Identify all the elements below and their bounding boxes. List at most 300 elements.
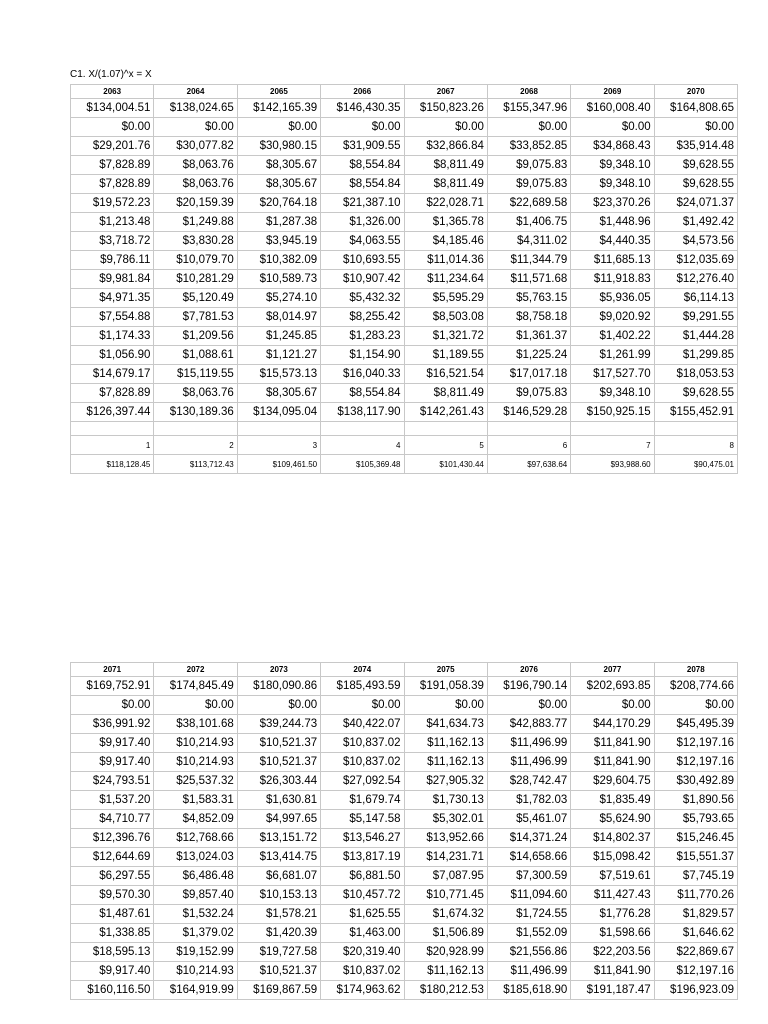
cell[interactable]: $15,119.55 — [154, 365, 237, 384]
cell[interactable]: $42,883.77 — [487, 715, 570, 734]
cell[interactable]: $0.00 — [237, 696, 320, 715]
cell[interactable]: $14,371.24 — [487, 829, 570, 848]
cell[interactable]: $1,406.75 — [487, 213, 570, 232]
cell[interactable]: $9,348.10 — [571, 175, 654, 194]
cell[interactable]: $7,745.19 — [654, 867, 737, 886]
cell[interactable]: $20,764.18 — [237, 194, 320, 213]
cell[interactable]: $1,056.90 — [71, 346, 154, 365]
cell[interactable]: $8,554.84 — [321, 156, 404, 175]
cell[interactable]: $8,063.76 — [154, 384, 237, 403]
cell[interactable]: $6,881.50 — [321, 867, 404, 886]
cell[interactable]: $4,311.02 — [487, 232, 570, 251]
cell[interactable]: $0.00 — [404, 118, 487, 137]
cell[interactable]: $10,907.42 — [321, 270, 404, 289]
cell[interactable]: $17,527.70 — [571, 365, 654, 384]
cell[interactable]: $208,774.66 — [654, 677, 737, 696]
cell[interactable]: $9,291.55 — [654, 308, 737, 327]
cell[interactable]: $1,261.99 — [571, 346, 654, 365]
cell[interactable]: $4,440.35 — [571, 232, 654, 251]
cell[interactable]: $20,928.99 — [404, 943, 487, 962]
cell[interactable]: $1,674.32 — [404, 905, 487, 924]
cell[interactable]: $1,583.31 — [154, 791, 237, 810]
cell[interactable]: $15,246.45 — [654, 829, 737, 848]
cell[interactable]: $4,997.65 — [237, 810, 320, 829]
cell[interactable]: $30,492.89 — [654, 772, 737, 791]
cell[interactable]: $3,945.19 — [237, 232, 320, 251]
cell[interactable]: $11,496.99 — [487, 734, 570, 753]
cell[interactable]: $14,802.37 — [571, 829, 654, 848]
cell[interactable]: $0.00 — [487, 118, 570, 137]
cell[interactable]: $5,461.07 — [487, 810, 570, 829]
cell[interactable]: $1,890.56 — [654, 791, 737, 810]
cell[interactable]: $134,095.04 — [237, 403, 320, 422]
cell[interactable]: $13,817.19 — [321, 848, 404, 867]
cell[interactable]: $44,170.29 — [571, 715, 654, 734]
cell[interactable]: $0.00 — [404, 696, 487, 715]
cell[interactable]: $10,214.93 — [154, 734, 237, 753]
empty-cell[interactable] — [321, 422, 404, 436]
year-header[interactable]: 2077 — [571, 663, 654, 677]
cell[interactable]: $5,302.01 — [404, 810, 487, 829]
cell[interactable]: $13,546.27 — [321, 829, 404, 848]
cell[interactable]: $11,841.90 — [571, 962, 654, 981]
cell[interactable]: $174,845.49 — [154, 677, 237, 696]
discounted-value-cell[interactable]: $109,461.50 — [237, 455, 320, 474]
cell[interactable]: $1,835.49 — [571, 791, 654, 810]
cell[interactable]: $180,090.86 — [237, 677, 320, 696]
cell[interactable]: $11,234.64 — [404, 270, 487, 289]
year-header[interactable]: 2070 — [654, 85, 737, 99]
cell[interactable]: $4,852.09 — [154, 810, 237, 829]
discounted-value-cell[interactable]: $118,128.45 — [71, 455, 154, 474]
cell[interactable]: $8,255.42 — [321, 308, 404, 327]
cell[interactable]: $142,261.43 — [404, 403, 487, 422]
cell[interactable]: $1,154.90 — [321, 346, 404, 365]
period-index-cell[interactable]: 7 — [571, 436, 654, 455]
cell[interactable]: $35,914.48 — [654, 137, 737, 156]
cell[interactable]: $8,063.76 — [154, 175, 237, 194]
cell[interactable]: $0.00 — [487, 696, 570, 715]
cell[interactable]: $1,121.27 — [237, 346, 320, 365]
cell[interactable]: $8,811.49 — [404, 175, 487, 194]
cell[interactable]: $10,521.37 — [237, 753, 320, 772]
cell[interactable]: $1,209.56 — [154, 327, 237, 346]
cell[interactable]: $11,427.43 — [571, 886, 654, 905]
cell[interactable]: $10,521.37 — [237, 734, 320, 753]
cell[interactable]: $9,570.30 — [71, 886, 154, 905]
cell[interactable]: $19,727.58 — [237, 943, 320, 962]
cell[interactable]: $1,444.28 — [654, 327, 737, 346]
cell[interactable]: $146,430.35 — [321, 99, 404, 118]
cell[interactable]: $9,917.40 — [71, 734, 154, 753]
cell[interactable]: $27,905.32 — [404, 772, 487, 791]
period-index-cell[interactable]: 1 — [71, 436, 154, 455]
cell[interactable]: $20,159.39 — [154, 194, 237, 213]
cell[interactable]: $8,758.18 — [487, 308, 570, 327]
cell[interactable]: $23,370.26 — [571, 194, 654, 213]
cell[interactable]: $10,457.72 — [321, 886, 404, 905]
cell[interactable]: $28,742.47 — [487, 772, 570, 791]
cell[interactable]: $5,793.65 — [654, 810, 737, 829]
cell[interactable]: $11,841.90 — [571, 734, 654, 753]
cell[interactable]: $185,618.90 — [487, 981, 570, 1000]
cell[interactable]: $13,024.03 — [154, 848, 237, 867]
cell[interactable]: $15,098.42 — [571, 848, 654, 867]
cell[interactable]: $6,114.13 — [654, 289, 737, 308]
empty-cell[interactable] — [154, 422, 237, 436]
cell[interactable]: $0.00 — [571, 118, 654, 137]
discounted-value-cell[interactable]: $113,712.43 — [154, 455, 237, 474]
cell[interactable]: $1,189.55 — [404, 346, 487, 365]
cell[interactable]: $155,452.91 — [654, 403, 737, 422]
cell[interactable]: $1,338.85 — [71, 924, 154, 943]
cell[interactable]: $11,496.99 — [487, 962, 570, 981]
cell[interactable]: $33,852.85 — [487, 137, 570, 156]
cell[interactable]: $11,014.36 — [404, 251, 487, 270]
cell[interactable]: $0.00 — [71, 118, 154, 137]
cell[interactable]: $11,344.79 — [487, 251, 570, 270]
cell[interactable]: $160,116.50 — [71, 981, 154, 1000]
year-header[interactable]: 2068 — [487, 85, 570, 99]
cell[interactable]: $10,693.55 — [321, 251, 404, 270]
cell[interactable]: $1,625.55 — [321, 905, 404, 924]
cell[interactable]: $134,004.51 — [71, 99, 154, 118]
cell[interactable]: $45,495.39 — [654, 715, 737, 734]
cell[interactable]: $7,781.53 — [154, 308, 237, 327]
cell[interactable]: $174,963.62 — [321, 981, 404, 1000]
cell[interactable]: $196,790.14 — [487, 677, 570, 696]
cell[interactable]: $14,658.66 — [487, 848, 570, 867]
cell[interactable]: $1,245.85 — [237, 327, 320, 346]
cell[interactable]: $0.00 — [571, 696, 654, 715]
cell[interactable]: $1,365.78 — [404, 213, 487, 232]
cell[interactable]: $0.00 — [154, 696, 237, 715]
cell[interactable]: $0.00 — [237, 118, 320, 137]
cell[interactable]: $7,828.89 — [71, 384, 154, 403]
period-index-cell[interactable]: 4 — [321, 436, 404, 455]
cell[interactable]: $9,348.10 — [571, 156, 654, 175]
cell[interactable]: $5,120.49 — [154, 289, 237, 308]
cell[interactable]: $126,397.44 — [71, 403, 154, 422]
cell[interactable]: $10,281.29 — [154, 270, 237, 289]
cell[interactable]: $191,187.47 — [571, 981, 654, 1000]
cell[interactable]: $5,936.05 — [571, 289, 654, 308]
cell[interactable]: $1,782.03 — [487, 791, 570, 810]
cell[interactable]: $22,028.71 — [404, 194, 487, 213]
cell[interactable]: $1,321.72 — [404, 327, 487, 346]
cell[interactable]: $10,153.13 — [237, 886, 320, 905]
cell[interactable]: $12,197.16 — [654, 734, 737, 753]
cell[interactable]: $9,020.92 — [571, 308, 654, 327]
cell[interactable]: $5,595.29 — [404, 289, 487, 308]
discounted-value-cell[interactable]: $90,475.01 — [654, 455, 737, 474]
cell[interactable]: $11,162.13 — [404, 734, 487, 753]
cell[interactable]: $21,387.10 — [321, 194, 404, 213]
cell[interactable]: $138,024.65 — [154, 99, 237, 118]
cell[interactable]: $1,420.39 — [237, 924, 320, 943]
cell[interactable]: $12,197.16 — [654, 962, 737, 981]
year-header[interactable]: 2078 — [654, 663, 737, 677]
cell[interactable]: $0.00 — [71, 696, 154, 715]
cell[interactable]: $14,231.71 — [404, 848, 487, 867]
cell[interactable]: $185,493.59 — [321, 677, 404, 696]
cell[interactable]: $19,152.99 — [154, 943, 237, 962]
cell[interactable]: $1,552.09 — [487, 924, 570, 943]
cell[interactable]: $142,165.39 — [237, 99, 320, 118]
cell[interactable]: $8,305.67 — [237, 156, 320, 175]
cell[interactable]: $8,063.76 — [154, 156, 237, 175]
cell[interactable]: $5,147.58 — [321, 810, 404, 829]
cell[interactable]: $13,952.66 — [404, 829, 487, 848]
period-index-cell[interactable]: 3 — [237, 436, 320, 455]
year-header[interactable]: 2063 — [71, 85, 154, 99]
cell[interactable]: $38,101.68 — [154, 715, 237, 734]
cell[interactable]: $10,214.93 — [154, 753, 237, 772]
period-index-cell[interactable]: 5 — [404, 436, 487, 455]
period-index-cell[interactable]: 8 — [654, 436, 737, 455]
cell[interactable]: $24,071.37 — [654, 194, 737, 213]
year-header[interactable]: 2076 — [487, 663, 570, 677]
cell[interactable]: $11,918.83 — [571, 270, 654, 289]
cell[interactable]: $10,521.37 — [237, 962, 320, 981]
cell[interactable]: $1,448.96 — [571, 213, 654, 232]
cell[interactable]: $12,197.16 — [654, 753, 737, 772]
empty-cell[interactable] — [571, 422, 654, 436]
year-header[interactable]: 2064 — [154, 85, 237, 99]
period-index-cell[interactable]: 2 — [154, 436, 237, 455]
cell[interactable]: $10,837.02 — [321, 753, 404, 772]
cell[interactable]: $41,634.73 — [404, 715, 487, 734]
year-header[interactable]: 2066 — [321, 85, 404, 99]
cell[interactable]: $9,075.83 — [487, 156, 570, 175]
cell[interactable]: $10,382.09 — [237, 251, 320, 270]
cell[interactable]: $1,463.00 — [321, 924, 404, 943]
cell[interactable]: $11,094.60 — [487, 886, 570, 905]
cell[interactable]: $6,681.07 — [237, 867, 320, 886]
cell[interactable]: $0.00 — [154, 118, 237, 137]
cell[interactable]: $29,604.75 — [571, 772, 654, 791]
cell[interactable]: $9,786.11 — [71, 251, 154, 270]
cell[interactable]: $3,718.72 — [71, 232, 154, 251]
cell[interactable]: $14,679.17 — [71, 365, 154, 384]
cell[interactable]: $1,730.13 — [404, 791, 487, 810]
cell[interactable]: $150,823.26 — [404, 99, 487, 118]
cell[interactable]: $12,768.66 — [154, 829, 237, 848]
cell[interactable]: $11,496.99 — [487, 753, 570, 772]
cell[interactable]: $10,079.70 — [154, 251, 237, 270]
cell[interactable]: $26,303.44 — [237, 772, 320, 791]
cell[interactable]: $21,556.86 — [487, 943, 570, 962]
cell[interactable]: $17,017.18 — [487, 365, 570, 384]
cell[interactable]: $1,287.38 — [237, 213, 320, 232]
cell[interactable]: $0.00 — [321, 118, 404, 137]
cell[interactable]: $25,537.32 — [154, 772, 237, 791]
cell[interactable]: $7,087.95 — [404, 867, 487, 886]
year-header[interactable]: 2072 — [154, 663, 237, 677]
cell[interactable]: $169,752.91 — [71, 677, 154, 696]
year-header[interactable]: 2074 — [321, 663, 404, 677]
cell[interactable]: $164,808.65 — [654, 99, 737, 118]
cell[interactable]: $0.00 — [654, 696, 737, 715]
cell[interactable]: $18,053.53 — [654, 365, 737, 384]
cell[interactable]: $36,991.92 — [71, 715, 154, 734]
cell[interactable]: $11,571.68 — [487, 270, 570, 289]
cell[interactable]: $34,868.43 — [571, 137, 654, 156]
cell[interactable]: $11,770.26 — [654, 886, 737, 905]
period-index-cell[interactable]: 6 — [487, 436, 570, 455]
cell[interactable]: $9,628.55 — [654, 175, 737, 194]
cell[interactable]: $146,529.28 — [487, 403, 570, 422]
cell[interactable]: $202,693.85 — [571, 677, 654, 696]
year-header[interactable]: 2069 — [571, 85, 654, 99]
cell[interactable]: $40,422.07 — [321, 715, 404, 734]
cell[interactable]: $1,492.42 — [654, 213, 737, 232]
cell[interactable]: $24,793.51 — [71, 772, 154, 791]
cell[interactable]: $18,595.13 — [71, 943, 154, 962]
cell[interactable]: $6,486.48 — [154, 867, 237, 886]
cell[interactable]: $22,689.58 — [487, 194, 570, 213]
cell[interactable]: $1,829.57 — [654, 905, 737, 924]
year-header[interactable]: 2065 — [237, 85, 320, 99]
cell[interactable]: $12,035.69 — [654, 251, 737, 270]
cell[interactable]: $1,724.55 — [487, 905, 570, 924]
cell[interactable]: $5,763.15 — [487, 289, 570, 308]
cell[interactable]: $1,225.24 — [487, 346, 570, 365]
cell[interactable]: $7,554.88 — [71, 308, 154, 327]
empty-cell[interactable] — [487, 422, 570, 436]
cell[interactable]: $180,212.53 — [404, 981, 487, 1000]
cell[interactable]: $169,867.59 — [237, 981, 320, 1000]
cell[interactable]: $150,925.15 — [571, 403, 654, 422]
cell[interactable]: $7,300.59 — [487, 867, 570, 886]
discounted-value-cell[interactable]: $97,638.64 — [487, 455, 570, 474]
cell[interactable]: $11,162.13 — [404, 962, 487, 981]
cell[interactable]: $3,830.28 — [154, 232, 237, 251]
cell[interactable]: $10,837.02 — [321, 734, 404, 753]
cell[interactable]: $1,598.66 — [571, 924, 654, 943]
cell[interactable]: $22,869.67 — [654, 943, 737, 962]
cell[interactable]: $12,644.69 — [71, 848, 154, 867]
cell[interactable]: $9,917.40 — [71, 753, 154, 772]
cell[interactable]: $9,628.55 — [654, 384, 737, 403]
cell[interactable]: $1,088.61 — [154, 346, 237, 365]
cell[interactable]: $15,551.37 — [654, 848, 737, 867]
cell[interactable]: $1,532.24 — [154, 905, 237, 924]
cell[interactable]: $32,866.84 — [404, 137, 487, 156]
cell[interactable]: $1,326.00 — [321, 213, 404, 232]
cell[interactable]: $1,361.37 — [487, 327, 570, 346]
cell[interactable]: $9,348.10 — [571, 384, 654, 403]
cell[interactable]: $13,414.75 — [237, 848, 320, 867]
cell[interactable]: $1,402.22 — [571, 327, 654, 346]
cell[interactable]: $1,299.85 — [654, 346, 737, 365]
cell[interactable]: $1,646.62 — [654, 924, 737, 943]
cell[interactable]: $13,151.72 — [237, 829, 320, 848]
cell[interactable]: $7,828.89 — [71, 175, 154, 194]
cell[interactable]: $16,521.54 — [404, 365, 487, 384]
cell[interactable]: $8,014.97 — [237, 308, 320, 327]
year-header[interactable]: 2071 — [71, 663, 154, 677]
cell[interactable]: $1,249.88 — [154, 213, 237, 232]
cell[interactable]: $9,917.40 — [71, 962, 154, 981]
discounted-value-cell[interactable]: $93,988.60 — [571, 455, 654, 474]
discounted-value-cell[interactable]: $101,430.44 — [404, 455, 487, 474]
cell[interactable]: $1,578.21 — [237, 905, 320, 924]
cell[interactable]: $20,319.40 — [321, 943, 404, 962]
cell[interactable]: $8,811.49 — [404, 384, 487, 403]
cell[interactable]: $8,305.67 — [237, 384, 320, 403]
year-header[interactable]: 2075 — [404, 663, 487, 677]
cell[interactable]: $4,710.77 — [71, 810, 154, 829]
cell[interactable]: $1,506.89 — [404, 924, 487, 943]
cell[interactable]: $4,063.55 — [321, 232, 404, 251]
cell[interactable]: $1,174.33 — [71, 327, 154, 346]
cell[interactable]: $0.00 — [654, 118, 737, 137]
cell[interactable]: $160,008.40 — [571, 99, 654, 118]
year-header[interactable]: 2067 — [404, 85, 487, 99]
empty-cell[interactable] — [404, 422, 487, 436]
cell[interactable]: $1,537.20 — [71, 791, 154, 810]
empty-cell[interactable] — [237, 422, 320, 436]
cell[interactable]: $22,203.56 — [571, 943, 654, 962]
cell[interactable]: $1,630.81 — [237, 791, 320, 810]
cell[interactable]: $5,274.10 — [237, 289, 320, 308]
cell[interactable]: $29,201.76 — [71, 137, 154, 156]
cell[interactable]: $130,189.36 — [154, 403, 237, 422]
cell[interactable]: $1,283.23 — [321, 327, 404, 346]
cell[interactable]: $7,828.89 — [71, 156, 154, 175]
cell[interactable]: $10,214.93 — [154, 962, 237, 981]
cell[interactable]: $191,058.39 — [404, 677, 487, 696]
cell[interactable]: $11,685.13 — [571, 251, 654, 270]
cell[interactable]: $19,572.23 — [71, 194, 154, 213]
cell[interactable]: $8,811.49 — [404, 156, 487, 175]
year-header[interactable]: 2073 — [237, 663, 320, 677]
cell[interactable]: $10,771.45 — [404, 886, 487, 905]
cell[interactable]: $30,077.82 — [154, 137, 237, 156]
cell[interactable]: $39,244.73 — [237, 715, 320, 734]
cell[interactable]: $5,624.90 — [571, 810, 654, 829]
cell[interactable]: $27,092.54 — [321, 772, 404, 791]
cell[interactable]: $1,679.74 — [321, 791, 404, 810]
cell[interactable]: $12,396.76 — [71, 829, 154, 848]
cell[interactable]: $1,379.02 — [154, 924, 237, 943]
cell[interactable]: $31,909.55 — [321, 137, 404, 156]
cell[interactable]: $1,213.48 — [71, 213, 154, 232]
cell[interactable]: $12,276.40 — [654, 270, 737, 289]
cell[interactable]: $8,305.67 — [237, 175, 320, 194]
cell[interactable]: $7,519.61 — [571, 867, 654, 886]
cell[interactable]: $1,487.61 — [71, 905, 154, 924]
empty-cell[interactable] — [71, 422, 154, 436]
cell[interactable]: $10,837.02 — [321, 962, 404, 981]
cell[interactable]: $9,075.83 — [487, 175, 570, 194]
cell[interactable]: $4,573.56 — [654, 232, 737, 251]
cell[interactable]: $155,347.96 — [487, 99, 570, 118]
cell[interactable]: $16,040.33 — [321, 365, 404, 384]
cell[interactable]: $4,185.46 — [404, 232, 487, 251]
cell[interactable]: $9,981.84 — [71, 270, 154, 289]
cell[interactable]: $8,503.08 — [404, 308, 487, 327]
cell[interactable]: $9,075.83 — [487, 384, 570, 403]
cell[interactable]: $9,857.40 — [154, 886, 237, 905]
cell[interactable]: $11,162.13 — [404, 753, 487, 772]
cell[interactable]: $11,841.90 — [571, 753, 654, 772]
empty-cell[interactable] — [654, 422, 737, 436]
cell[interactable]: $5,432.32 — [321, 289, 404, 308]
cell[interactable]: $10,589.73 — [237, 270, 320, 289]
cell[interactable]: $30,980.15 — [237, 137, 320, 156]
